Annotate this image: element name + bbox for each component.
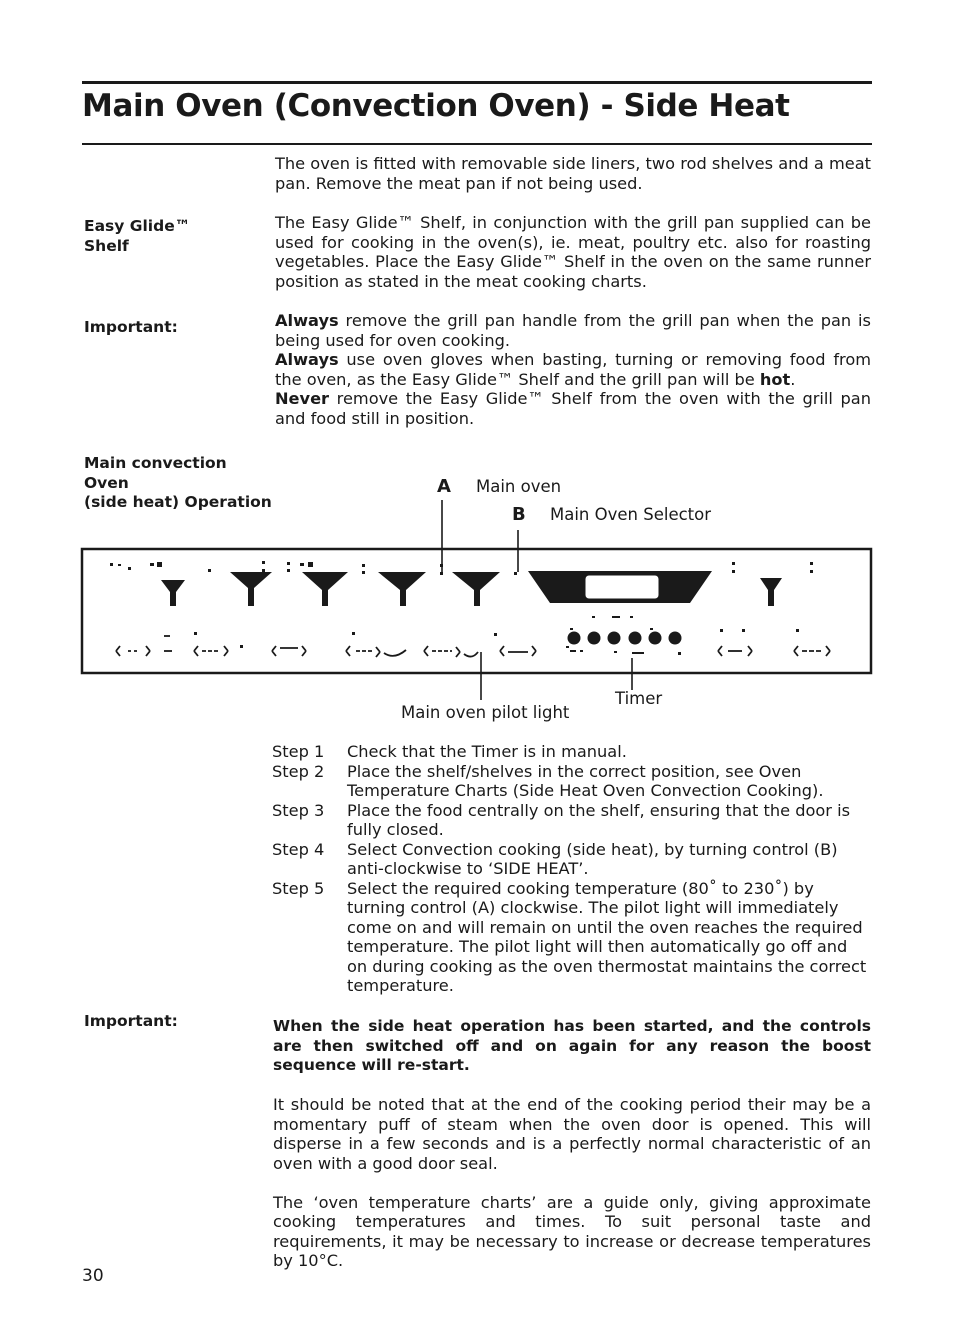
important-line-3-text: remove the Easy Glide™ Shelf from the oven with the grill pan and food still in position.: [275, 389, 871, 428]
important-line-1: [275, 311, 871, 350]
timer-button-6-icon: [669, 632, 682, 645]
knob-2-icon: [230, 572, 272, 606]
steps-list: [272, 742, 872, 996]
important-line-3: [275, 389, 871, 428]
panel-knobs: [161, 571, 782, 606]
easy-glide-side-label: [84, 217, 274, 256]
timer-button-4-icon: [629, 632, 642, 645]
operation-label-line2: (side heat) Operation: [84, 493, 272, 511]
always-bold-1: Always: [275, 311, 339, 330]
important-side-label-1: Important:: [84, 318, 178, 336]
panel-bottom-symbols: [116, 636, 830, 657]
step-text: Place the shelf/shelves in the correct position, see Oven Temperature Charts (Side Heat Oven Convection Cooking).: [347, 761, 824, 800]
label-letter-a: A: [437, 476, 451, 497]
step-1: [272, 742, 872, 762]
label-letter-b: B: [512, 504, 526, 525]
label-main-oven-pilot-light: Main oven pilot light: [401, 703, 570, 722]
step-5: [272, 879, 872, 996]
knob-5-icon: [452, 572, 500, 606]
panel-bottom-dots: [194, 629, 799, 648]
label-main-oven-selector: Main Oven Selector: [550, 505, 712, 524]
important-side-label-2: Important:: [84, 1012, 178, 1030]
intro-paragraph: [275, 154, 871, 193]
top-rule: [82, 81, 872, 84]
easy-glide-label-line1: Easy Glide™: [84, 217, 191, 235]
timer-button-5-icon: [649, 632, 662, 645]
title-underline: [82, 143, 872, 145]
boost-warning-text: When the side heat operation has been started, and the controls are then switched off and on again for any reason the boost sequence will re-start.: [273, 1017, 871, 1074]
important-paragraph-2: [273, 1017, 871, 1271]
never-bold: Never: [275, 389, 330, 408]
temperature-chart-note-text: The ‘oven temperature charts’ are a guide only, giving approximate cooking temperatures and times. To suit personal taste and requirements, it may be necessary to increase or decrease temperatures by 10°C.: [273, 1192, 871, 1270]
important-line-1-text: remove the grill pan handle from the grill pan when the pan is being used for oven cooking.: [275, 311, 871, 350]
knob-1-icon: [161, 580, 185, 606]
timer-button-3-icon: [608, 632, 621, 645]
step-text: Select Convection cooking (side heat), by turning control (B) anti-clockwise to ‘SIDE HEAT’.: [347, 839, 838, 878]
timer-button-2-icon: [588, 632, 601, 645]
timer-buttons: [566, 616, 682, 655]
hot-bold: hot: [759, 369, 791, 389]
page-title: Main Oven (Convection Oven) - Side Heat: [82, 88, 790, 124]
timer-display-window: [586, 576, 658, 598]
step-number: Step 1: [272, 742, 325, 761]
knob-3-icon: [302, 572, 348, 606]
control-panel-diagram: [0, 500, 954, 720]
step-number: Step 4: [272, 839, 325, 859]
important-line-2-end: .: [790, 369, 796, 389]
knob-4-icon: [378, 572, 426, 606]
important-line-2-text: use oven gloves when basting, turning or removing food from the oven, as the Easy Glide™ Shelf and the grill pan will be: [275, 350, 871, 389]
easy-glide-label-line2: Shelf: [84, 236, 129, 255]
operation-label-line1: Main convection Oven: [84, 454, 227, 492]
intro-text: The oven is fitted with removable side liners, two rod shelves and a meat pan. Remove the meat pan if not being used.: [275, 154, 871, 193]
step-number: Step 3: [272, 800, 325, 820]
timer-button-1-icon: [568, 632, 581, 645]
step-4: [272, 840, 872, 879]
step-2: [272, 762, 872, 801]
label-main-oven: Main oven: [476, 477, 562, 496]
easy-glide-text: The Easy Glide™ Shelf, in conjunction with the grill pan supplied can be used for cooking in the oven(s), ie. meat, poultry etc. also for roasting vegetables. Place the Easy Glide™ Shelf in the oven on the same runner position as stated in the meat cooking charts.: [275, 213, 871, 291]
step-text: Check that the Timer is in manual.: [347, 742, 627, 761]
easy-glide-paragraph: [275, 213, 871, 291]
important-line-2: [275, 350, 871, 389]
step-3: [272, 801, 872, 840]
step-number: Step 2: [272, 761, 325, 781]
step-text: Select the required cooking temperature (80˚ to 230˚) by turning control (A) clockwise. The pilot light will immediately come on and will remain on until the oven reaches the required temperature. The pilot light will then automatically go off and on during cooking as the oven thermostat maintains the correct temperature.: [347, 878, 867, 995]
label-timer: Timer: [615, 689, 663, 708]
always-bold-2: Always: [275, 350, 339, 369]
steam-note-text: It should be noted that at the end of the cooking period their may be a momentary puff of steam when the oven door is opened. This will disperse in a few seconds and is a perfectly normal characteristic of an oven with a good door seal.: [273, 1095, 871, 1173]
step-number: Step 5: [272, 878, 325, 898]
knob-6-icon: [760, 578, 782, 606]
page-number: 30: [82, 1266, 104, 1286]
step-text: Place the food centrally on the shelf, ensuring that the door is fully closed.: [347, 800, 851, 839]
important-paragraph-1: [275, 311, 871, 428]
